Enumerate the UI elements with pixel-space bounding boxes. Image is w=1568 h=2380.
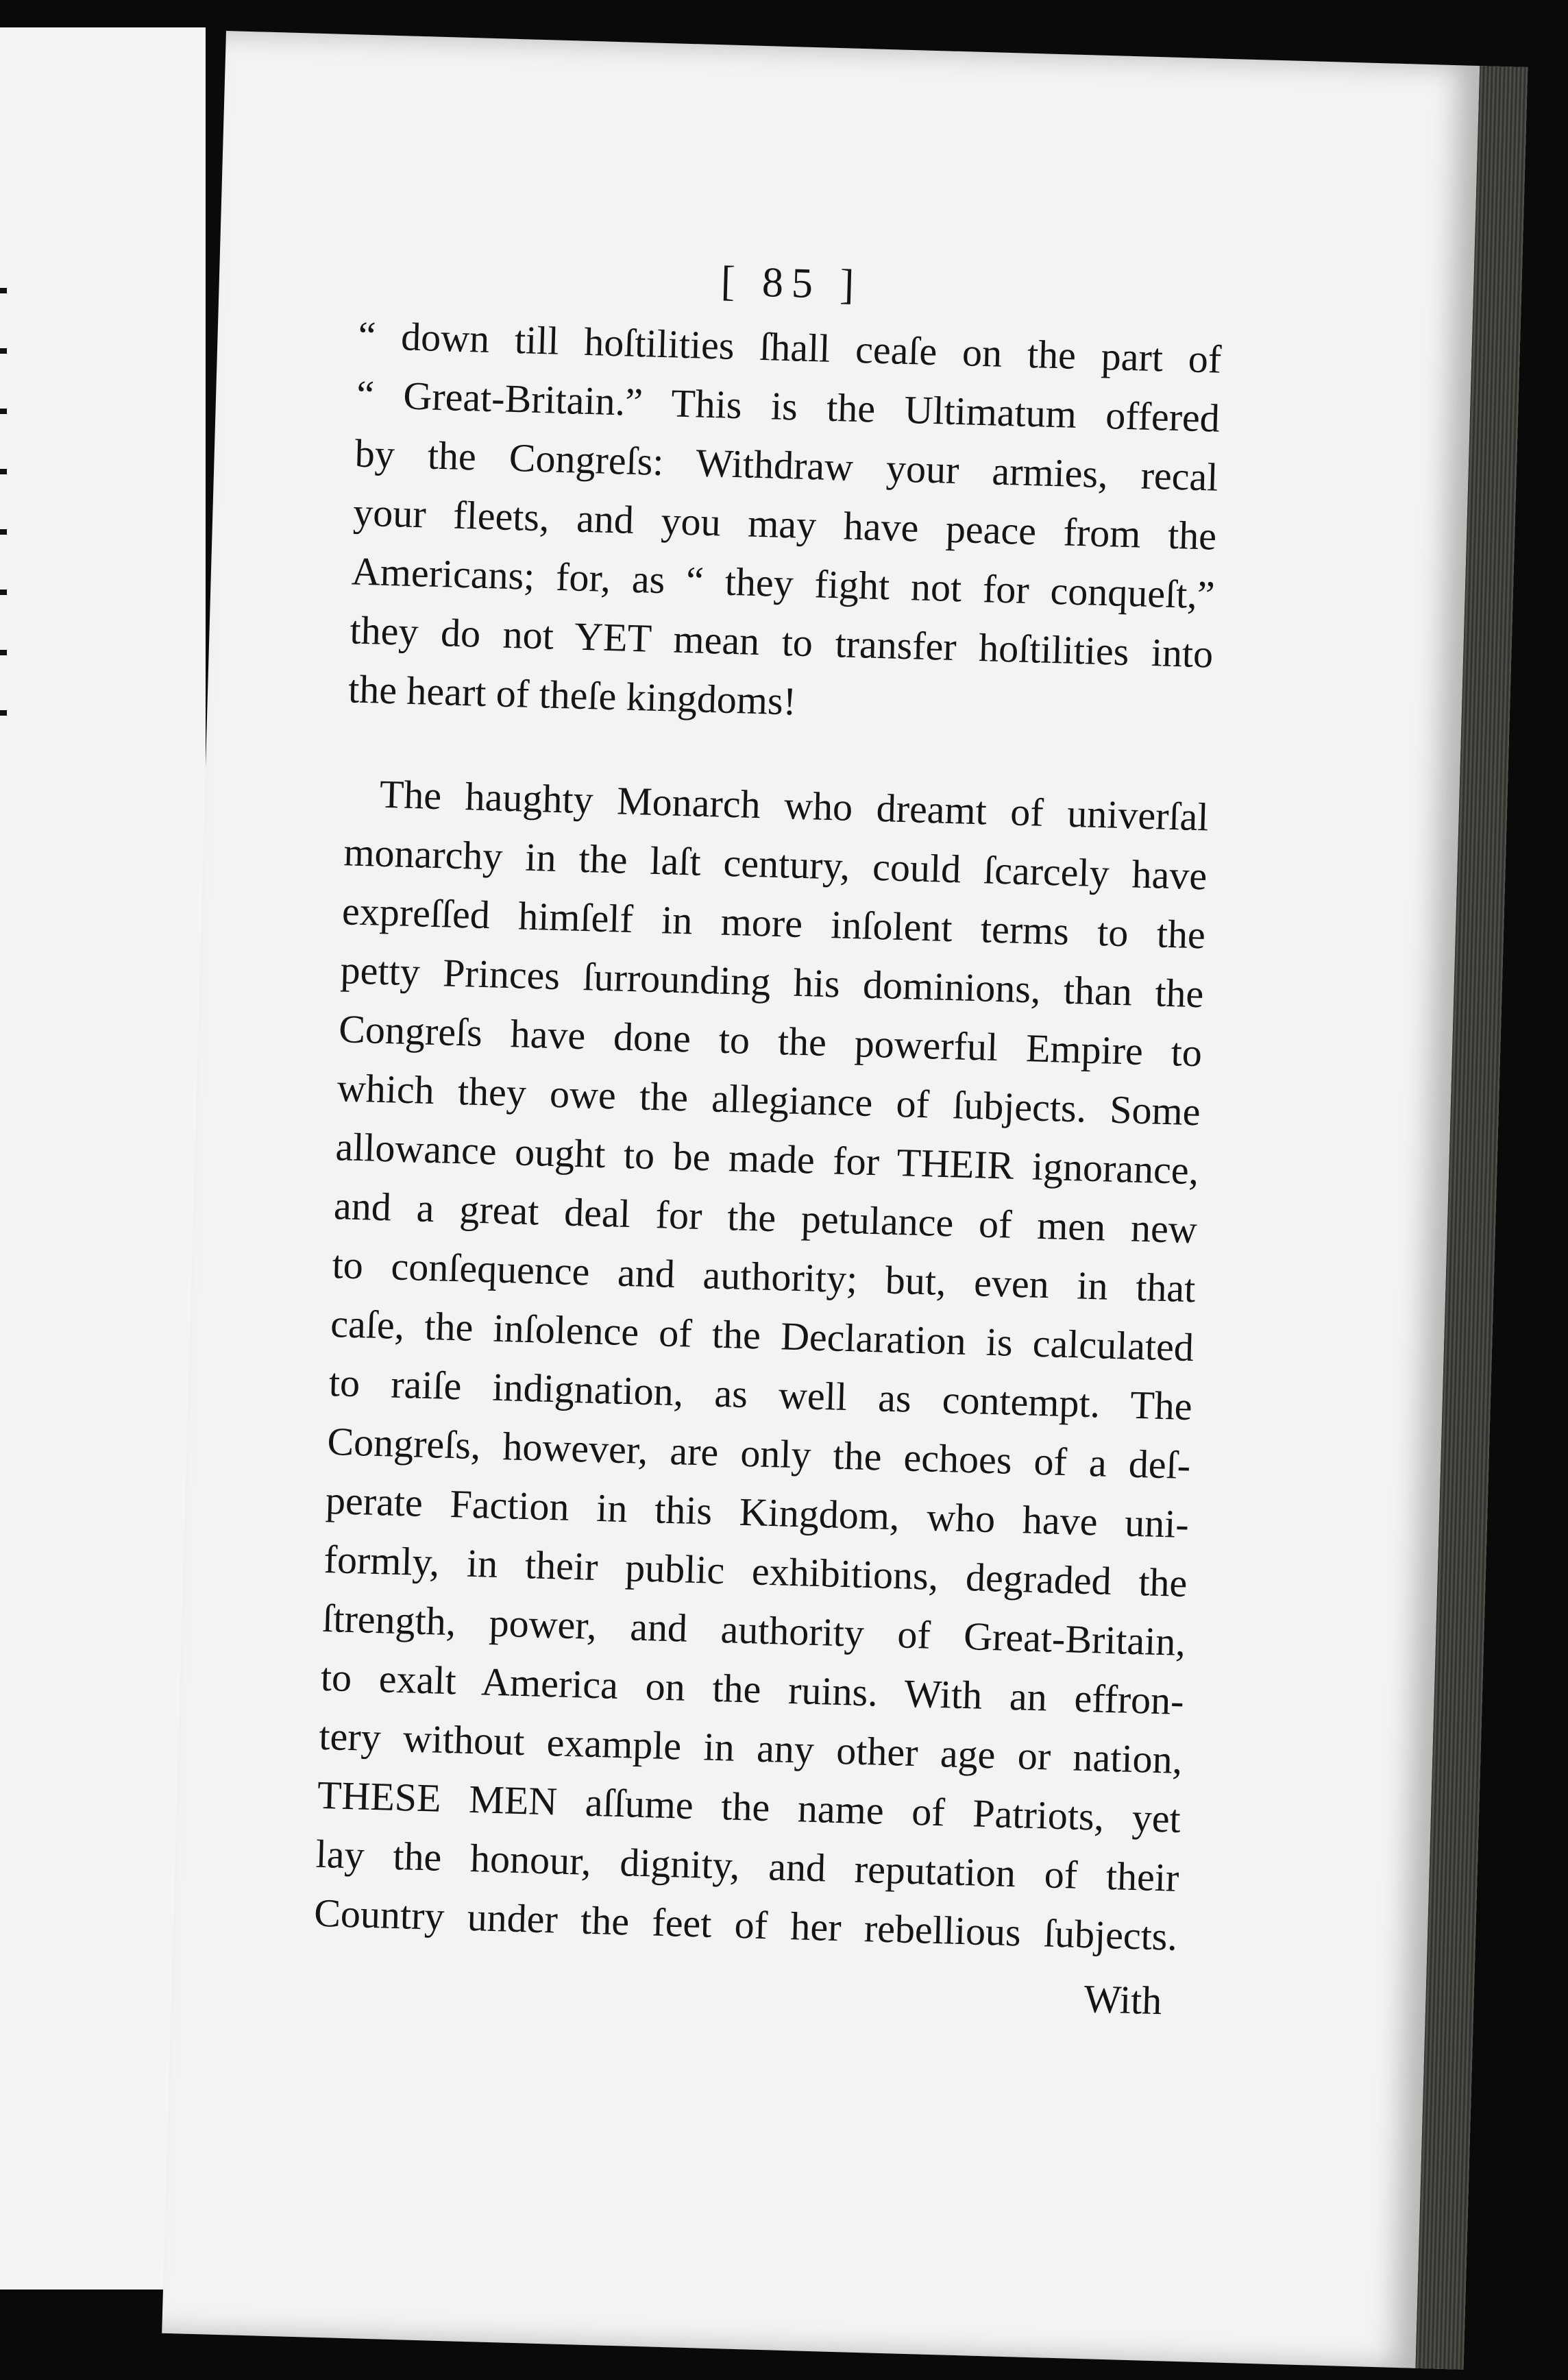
text-line: Congreſs have done to the powerful Empire to	[338, 1006, 1203, 1076]
text-line: ſtrength, power, and authority of Great-Britain,	[321, 1595, 1186, 1664]
text-line: perate Faction in this Kingdom, who have uni-	[325, 1477, 1190, 1547]
text-line: The haughty Monarch who dreamt of univerſal	[379, 771, 1210, 840]
text-line: Americans; for, as “ they fight not for conqueſt,”	[351, 548, 1216, 618]
page-number: [ 85 ]	[720, 258, 863, 309]
text-line: “ Great-Britain.” This is the Ultimatum offered	[356, 372, 1221, 441]
text-line: to raiſe indignation, as well as contempt. The	[328, 1359, 1193, 1429]
text-line: Congreſs, however, are only the echoes of a deſ-	[326, 1418, 1192, 1488]
text-line: they do not YET mean to transfer hoſtilities into	[349, 607, 1214, 677]
text-line: monarchy in the laſt century, could ſcarcely have	[343, 829, 1208, 899]
text-line: to exalt America on the ruins. With an effron-	[320, 1654, 1185, 1723]
page-text	[312, 241, 1224, 2031]
text-line: lay the honour, dignity, and reputation of their	[315, 1831, 1180, 1900]
page-edge	[1415, 66, 1528, 2370]
text-line: to conſequence and authority; but, even in that	[331, 1242, 1197, 1311]
text-line: allowance ought to be made for THEIR ignorance,	[334, 1124, 1200, 1193]
paragraph-2	[313, 764, 1210, 1967]
text-line: expreſſed himſelf in more inſolent terms to the	[341, 888, 1206, 958]
text-line: THESE MEN aſſume the name of Patriots, yet	[317, 1772, 1181, 1841]
text-line: which they owe the allegiance of ſubjects. Some	[336, 1065, 1201, 1134]
text-line: formly, in their public exhibitions, degraded the	[323, 1536, 1188, 1606]
text-line: petty Princes ſurrounding his dominions, than the	[339, 947, 1205, 1017]
text-line: Country under the feet of her rebellious ſubjects.	[313, 1890, 1178, 1959]
text-line: by the Congreſs: Withdraw your armies, recal	[354, 430, 1219, 500]
text-line: and a great deal for the petulance of men new	[333, 1183, 1198, 1252]
text-line: “ down till hoſtilities ſhall ceaſe on the part of	[357, 313, 1223, 382]
text-line: tery without example in any other age or nation,	[318, 1713, 1184, 1782]
text-line: caſe, the inſolence of the Declaration is calculated	[330, 1301, 1195, 1370]
paragraph-1	[347, 306, 1222, 743]
catchword: With	[1083, 1976, 1163, 2024]
text-line: the heart of theſe kingdoms!	[347, 666, 797, 724]
right-page	[162, 31, 1528, 2370]
text-line: your fleets, and you may have peace from the	[352, 489, 1217, 559]
left-margin-marks	[0, 288, 14, 905]
